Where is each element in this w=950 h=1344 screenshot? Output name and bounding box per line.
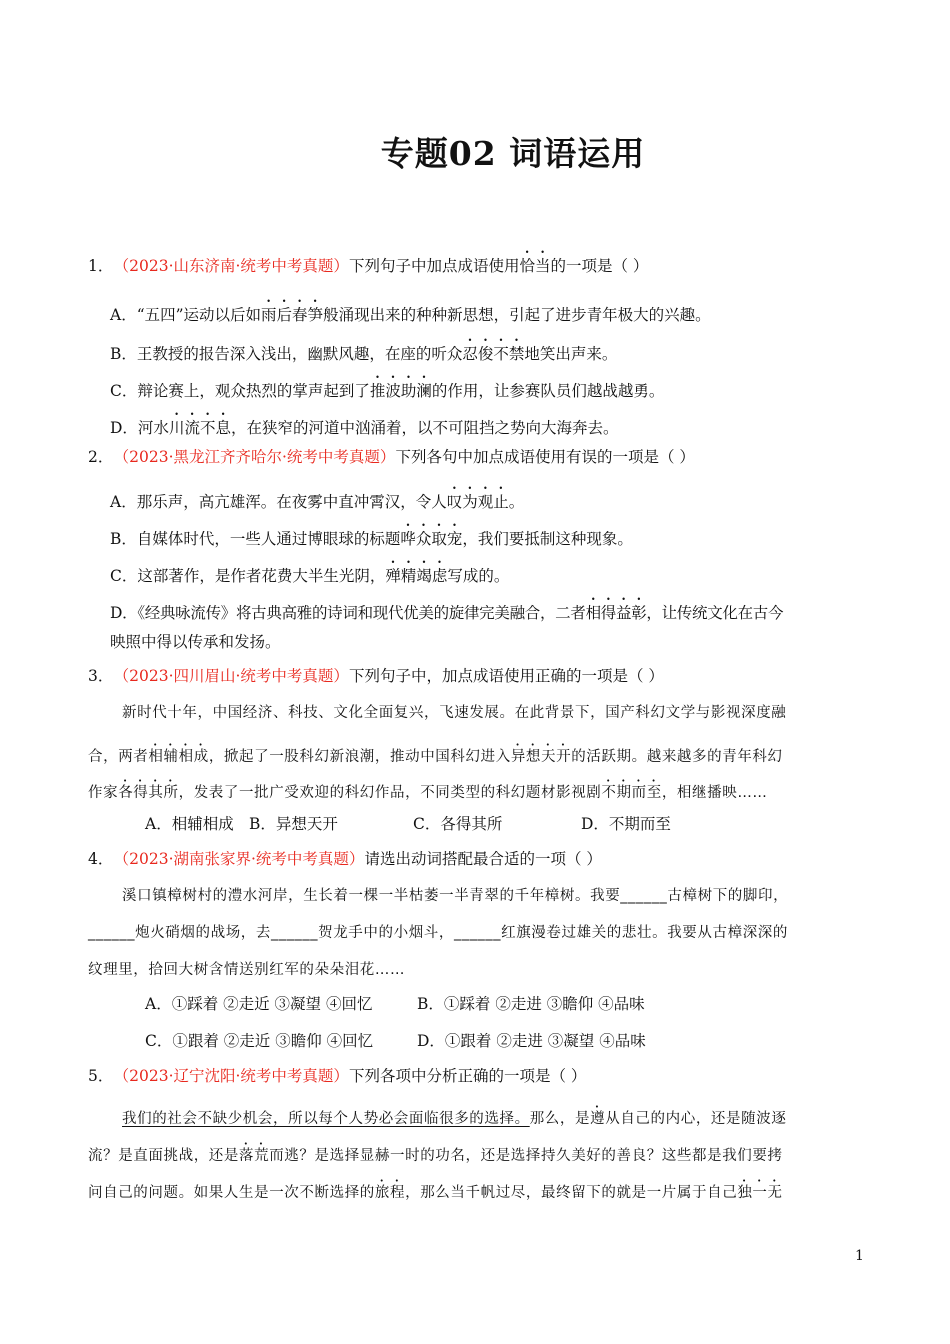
question-3-passage-line-3: 作家各得其所，发表了一批广受欢迎的科幻作品，不同类型的科幻题材影视剧不期而至，相继播映……	[88, 785, 768, 801]
question-3-options	[145, 814, 671, 834]
option-b[interactable]: B．异想天开	[249, 815, 338, 833]
question-2-option-d[interactable]: D．《经典咏流传》将古典高雅的诗词和现代优美的旋律完美融合，二者相得益彰，让传统文化在古今	[110, 604, 784, 622]
question-4-passage-line-2: ______炮火硝烟的战场，去______贺龙手中的小烟斗，______红旗漫卷过雄关的悲壮。我要从古樟深深的	[88, 925, 788, 941]
question-4-options-row-1	[145, 994, 645, 1014]
emphasized-word: 恰当	[519, 257, 551, 275]
emphasized-idiom: 川流不息	[168, 419, 231, 437]
question-1-option-b[interactable]: B．王教授的报告深入浅出，幽默风趣，在座的听众忍俊不禁地笑出声来。	[110, 345, 618, 363]
emphasized-idiom: 相辅相成	[148, 749, 209, 765]
option-d[interactable]: D．不期而至	[581, 815, 671, 833]
question-2-option-c[interactable]: C．这部著作，是作者花费大半生光阴，殚精竭虑写成的。	[110, 567, 510, 585]
question-source: （2023·辽宁沈阳·统考中考真题）	[121, 1067, 349, 1085]
question-4-passage-line-1: 溪口镇樟树村的澧水河岸，生长着一棵一半枯萎一半青翠的千年樟树。我要______古樟树下的脚印，	[122, 888, 789, 904]
question-number: 5．	[88, 1067, 114, 1085]
question-4-stem: 4． （2023·湖南张家界·统考中考真题）请选出动词搭配最合适的一项（ ）	[88, 850, 602, 868]
emphasized-idiom: 忍俊不禁	[462, 345, 525, 363]
option-a[interactable]: A．①踩着 ②走近 ③凝望 ④回忆	[145, 995, 373, 1013]
question-2-option-d-continued: 映照中得以传承和发扬。	[110, 633, 281, 651]
question-source: （2023·黑龙江齐齐哈尔·统考中考真题）	[121, 448, 396, 466]
question-source: （2023·山东济南·统考中考真题）	[121, 257, 349, 275]
emphasized-word: 旅程	[374, 1185, 406, 1201]
question-4-passage-line-3: 纹理里，拾回大树含情送别红军的朵朵泪花……	[88, 962, 406, 978]
option-c[interactable]: C．各得其所	[413, 815, 503, 833]
question-5-stem: 5． （2023·辽宁沈阳·统考中考真题）下列各项中分析正确的一项是（ ）	[88, 1067, 587, 1085]
emphasized-idiom: 叹为观止	[446, 493, 509, 511]
question-source: （2023·湖南张家界·统考中考真题）	[121, 850, 365, 868]
question-2-option-b[interactable]: B．自媒体时代，一些人通过博眼球的标题哗众取宠，我们要抵制这种现象。	[110, 530, 633, 548]
emphasized-idiom: 相得益彰	[585, 604, 647, 622]
option-a[interactable]: A．相辅相成	[145, 815, 234, 833]
option-b[interactable]: B．①踩着 ②走进 ③瞻仰 ④品味	[417, 995, 645, 1013]
emphasized-idiom: 不期而至	[601, 785, 662, 801]
question-5-passage-line-1: 我们的社会不缺少机会，所以每个人势必会面临很多的选择。那么，是遵从自己的内心，还是随波逐	[122, 1111, 787, 1127]
question-5-passage-line-3: 问自己的问题。如果人生是一次不断选择的旅程，那么当千帆过尽，最终留下的就是一片属于自己独一无	[88, 1185, 783, 1201]
emphasized-idiom: 雨后春笋	[261, 306, 324, 324]
emphasized-idiom: 哗众取宠	[400, 530, 463, 548]
emphasized-word: 落荒	[239, 1148, 270, 1164]
question-3-stem: 3． （2023·四川眉山·统考中考真题）下列句子中，加点成语使用正确的一项是（ ）	[88, 667, 664, 685]
emphasized-idiom: 各得其所	[118, 785, 179, 801]
question-number: 3．	[88, 667, 114, 685]
page-title: 专题02 词语运用	[380, 134, 646, 173]
question-1-stem: 1． （2023·山东济南·统考中考真题）下列句子中加点成语使用恰当的一项是（ ）	[88, 257, 649, 275]
question-2-stem: 2． （2023·黑龙江齐齐哈尔·统考中考真题）下列各句中加点成语使用有误的一项是（ ）	[88, 448, 695, 466]
emphasized-idiom: 推波助澜	[369, 382, 432, 400]
question-source: （2023·四川眉山·统考中考真题）	[121, 667, 349, 685]
question-5-passage-line-2: 流？是直面挑战，还是落荒而逃？是选择显赫一时的功名，还是选择持久美好的善良？这些都是我们要拷	[88, 1148, 783, 1164]
question-number: 1．	[88, 257, 114, 275]
question-2-option-a[interactable]: A．那乐声，高亢雄浑。在夜雾中直冲霄汉，令人叹为观止。	[110, 493, 525, 511]
option-c[interactable]: C．①跟着 ②走近 ③瞻仰 ④回忆	[145, 1032, 374, 1050]
question-3-passage-line-1: 新时代十年，中国经济、科技、文化全面复兴，飞速发展。在此背景下，国产科幻文学与影视深度融	[122, 705, 787, 721]
question-1-option-c[interactable]: C．辩论赛上，观众热烈的掌声起到了推波助澜的作用，让参赛队员们越战越勇。	[110, 382, 665, 400]
underlined-sentence: 我们的社会不缺少机会，所以每个人势必会面临很多的选择。	[122, 1111, 530, 1127]
emphasized-idiom: 异想天开	[510, 749, 572, 765]
question-1-option-a[interactable]: A．“五四”运动以后如雨后春笋般涌现出来的种种新思想，引起了进步青年极大的兴趣。	[110, 306, 711, 324]
question-1-option-d[interactable]: D．河水川流不息，在狭窄的河道中汹涌着，以不可阻挡之势向大海奔去。	[110, 419, 619, 437]
option-d[interactable]: D．①跟着 ②走进 ③凝望 ④品味	[417, 1032, 646, 1050]
question-3-passage-line-2: 合，两者相辅相成，掀起了一股科幻新浪潮，推动中国科幻进入异想天开的活跃期。越来越多的青年科幻	[88, 749, 783, 765]
emphasized-idiom: 殚精竭虑	[385, 567, 448, 585]
page-number: 1	[855, 1248, 864, 1264]
question-4-options-row-2	[145, 1031, 646, 1051]
emphasized-word: 独一无	[737, 1185, 783, 1201]
question-number: 4．	[88, 850, 114, 868]
question-number: 2．	[88, 448, 114, 466]
emphasized-word: 遵	[590, 1111, 606, 1127]
